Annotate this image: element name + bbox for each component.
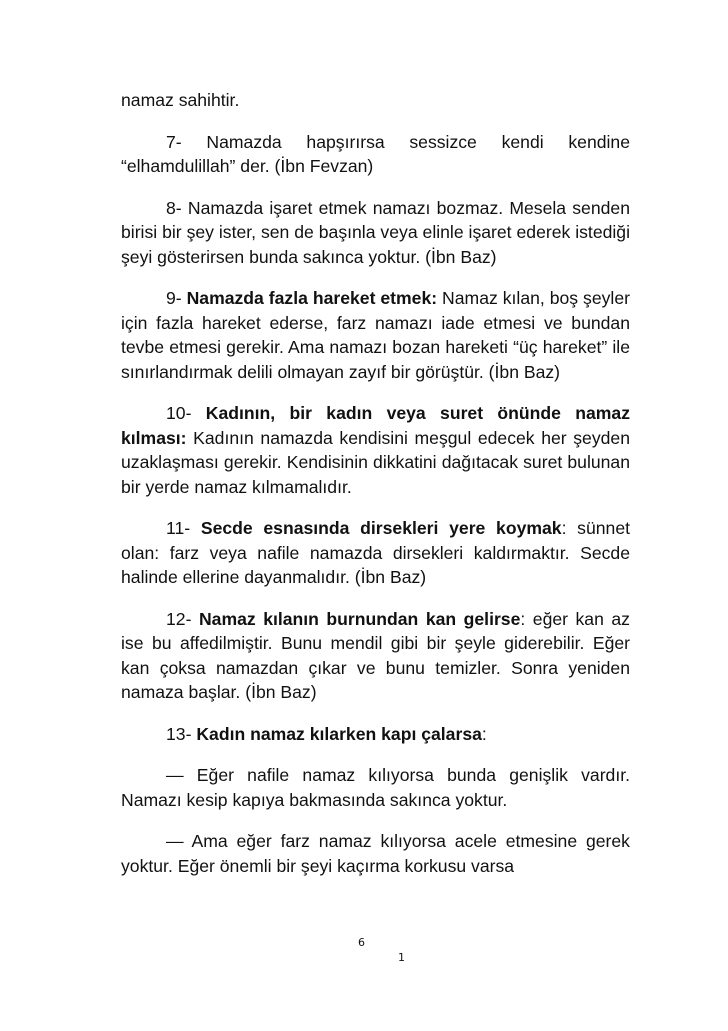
- item-number: 8-: [166, 197, 188, 218]
- paragraph-item-13-b: [121, 829, 630, 878]
- paragraph-text: :: [481, 723, 487, 744]
- paragraph-item-12: [121, 607, 630, 705]
- paragraph-text: Namaz kılan, boş şeyler için fazla hareket ederse, farz namazı iade etmesi ve bundan tevbe etmesi gerekir. Ama namazı bozan hareketi “üç hareket” ile sınırlandırmak delili olmayan zayıf bir görüştür. (İbn Baz): [121, 288, 630, 382]
- paragraph-text: : eğer kan az ise bu affedilmiştir. Bunu mendil gibi bir şeyle giderebilir. Eğer kan çoksa namazdan çıkar ve bunu temizler. Sonra yeniden namaza başlar. (İbn Baz): [121, 608, 630, 702]
- paragraph-text: namaz sahihtir.: [121, 90, 240, 110]
- page-number-inner: 6: [358, 936, 365, 949]
- page-number-outer: 1: [398, 951, 405, 964]
- paragraph-item-13-a: [121, 763, 630, 812]
- item-number: 13-: [166, 723, 197, 744]
- paragraph-continuation: [121, 88, 630, 113]
- paragraph-item-7: [121, 130, 630, 179]
- item-number: 9-: [166, 288, 187, 308]
- item-heading: Namazda fazla hareket etmek:: [186, 288, 438, 308]
- paragraph-item-10: [121, 401, 630, 499]
- paragraph-text: Kadının namazda kendisini meşgul edecek her şeyden uzaklaşması gerekir. Kendisinin dikkatini dağıtacak suret bulunan bir yerde namaz kılmamalıdır.: [121, 427, 630, 497]
- item-heading: Kadın namaz kılarken kapı çalarsa: [196, 723, 482, 744]
- paragraph-item-8: [121, 196, 630, 270]
- dash-marker: —: [166, 765, 197, 785]
- paragraph-text: Namazda hapşırırsa sessizce kendi kendine “elhamdulillah” der. (İbn Fevzan): [121, 131, 630, 176]
- item-heading: Namaz kılanın burnundan kan gelirse: [198, 608, 521, 629]
- dash-marker: —: [166, 831, 192, 851]
- document-page: [121, 88, 630, 895]
- item-number: 10-: [166, 403, 206, 423]
- paragraph-text: : sünnet olan: farz veya nafile namazda dirsekleri kaldırmaktır. Secde halinde ellerine dayanmalıdır. (İbn Baz): [121, 518, 631, 587]
- item-heading: Secde esnasında dirsekleri yere koymak: [200, 518, 562, 538]
- paragraph-text: Eğer nafile namaz kılıyorsa bunda genişlik vardır. Namazı kesip kapıya bakmasında sakınca yoktur.: [121, 765, 630, 810]
- paragraph-item-11: [121, 516, 630, 590]
- paragraph-item-13: [121, 722, 630, 747]
- item-number: 7-: [166, 131, 207, 152]
- paragraph-item-9: [121, 286, 630, 384]
- paragraph-text: Ama eğer farz namaz kılıyorsa acele etmesine gerek yoktur. Eğer önemli bir şeyi kaçırma korkusu varsa: [121, 831, 630, 876]
- item-number: 11-: [166, 518, 201, 538]
- paragraph-text: Namazda işaret etmek namazı bozmaz. Mesela senden birisi bir şey ister, sen de başınla veya elinle işaret ederek istediği şeyi gösterirsen bunda sakınca yoktur. (İbn Baz): [121, 197, 630, 267]
- item-number: 12-: [166, 608, 199, 629]
- item-heading: Kadının, bir kadın veya suret önünde namaz kılması:: [121, 403, 630, 448]
